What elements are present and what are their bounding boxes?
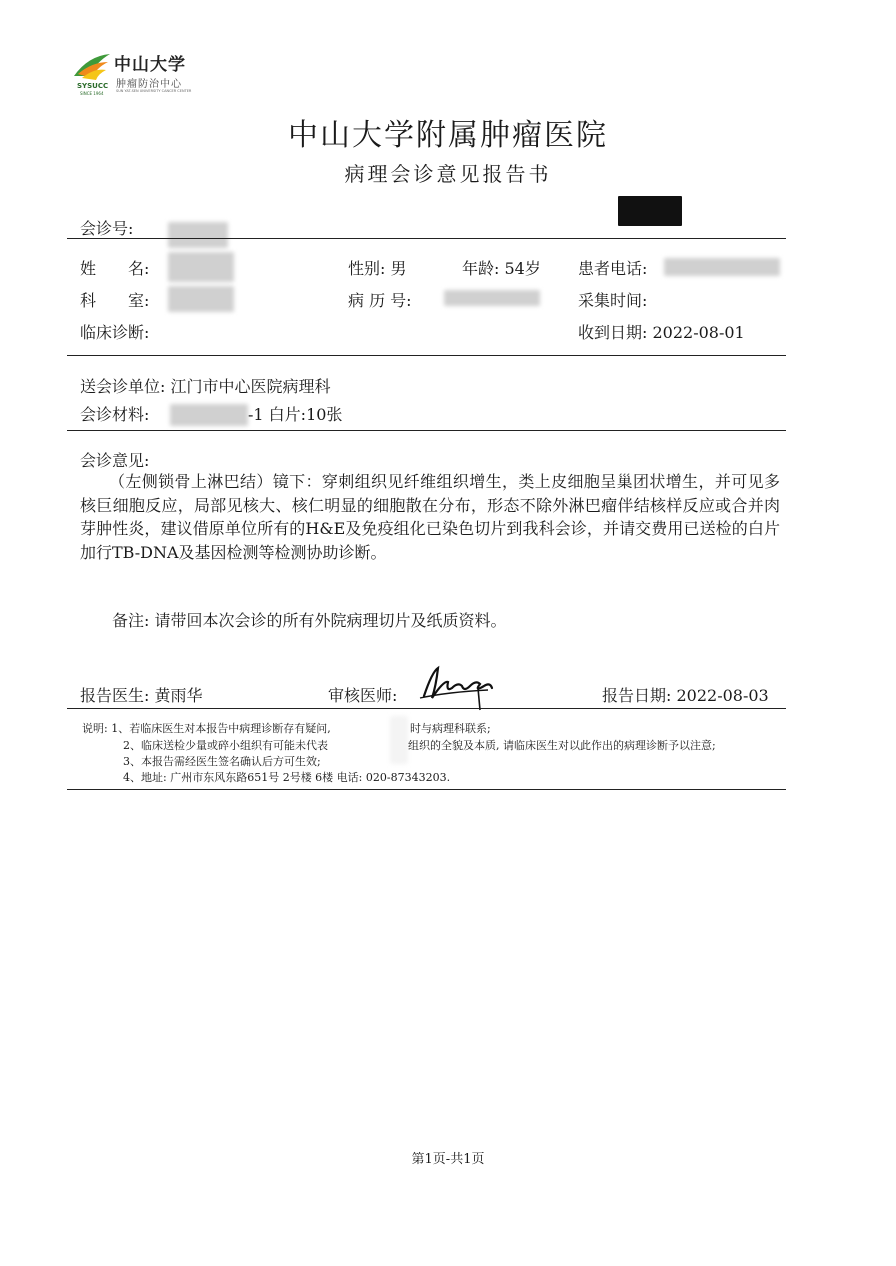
hospital-logo [70, 50, 200, 100]
dept-label: 科 室: [80, 291, 150, 310]
redacted-note [390, 716, 408, 764]
material-suffix: -1 白片:10张 [248, 405, 343, 424]
rule-2 [67, 355, 786, 356]
logo-since: SINCE 1964 [80, 91, 104, 96]
logo-sub: 肿瘤防治中心 [116, 79, 182, 90]
note-line-2: 2、临床送检少量或碎小组织有可能未代表 [123, 739, 328, 752]
rule-bottom [67, 789, 786, 790]
note-line-1: 说明: 1、若临床医生对本报告中病理诊断存有疑问, [82, 722, 331, 735]
age-text: 年龄: 54岁 [462, 259, 541, 278]
redacted-consult-no [168, 222, 228, 248]
clinical-dx-label: 临床诊断: [80, 323, 150, 342]
logo-emblem-icon [70, 50, 114, 84]
opinion-label: 会诊意见: [80, 451, 150, 470]
submit-unit: 送会诊单位: 江门市中心医院病理科 [80, 377, 331, 396]
hospital-title: 中山大学附属肿瘤医院 [288, 118, 608, 153]
remark-text: 备注: 请带回本次会诊的所有外院病理切片及纸质资料。 [112, 611, 507, 630]
redacted-record-no [444, 290, 540, 306]
phone-label: 患者电话: [578, 259, 648, 278]
rule-4 [67, 708, 786, 709]
note-line-2b: 组织的全貌及本质, 请临床医生对以此作出的病理诊断予以注意; [408, 739, 716, 752]
name-label: 姓 名: [80, 259, 150, 278]
note-line-1b: 时与病理科联系; [410, 722, 491, 735]
rule-3 [67, 430, 786, 431]
material-label: 会诊材料: [80, 405, 150, 424]
note-line-3: 3、本报告需经医生签名确认后方可生效; [123, 755, 321, 768]
opinion-text [80, 470, 780, 564]
logo-abbr: SYSUCC [77, 82, 109, 90]
rule-top [67, 238, 786, 239]
redacted-barcode [618, 196, 682, 226]
collect-time-label: 采集时间: [578, 291, 648, 310]
gender-text: 性别: 男 [348, 259, 407, 278]
record-no-label: 病 历 号: [348, 291, 412, 310]
redacted-phone [664, 258, 780, 276]
report-doctor: 报告医生: 黄雨华 [80, 686, 203, 705]
report-date: 报告日期: 2022-08-03 [602, 686, 769, 705]
received-date: 收到日期: 2022-08-01 [578, 323, 745, 342]
review-doctor-label: 审核医师: [328, 686, 398, 705]
note-line-4: 4、地址: 广州市东风东路651号 2号楼 6楼 电话: 020-87343203. [123, 771, 451, 784]
logo-name: 中山大学 [114, 55, 186, 75]
report-title: 病理会诊意见报告书 [344, 162, 552, 186]
redacted-material [170, 404, 248, 426]
redacted-dept [168, 286, 234, 312]
signature-image [418, 662, 496, 712]
page-number: 第1页-共1页 [411, 1152, 485, 1167]
redacted-name [168, 252, 234, 282]
consult-no-label: 会诊号: [80, 219, 134, 238]
opinion-body: （左侧锁骨上淋巴结）镜下：穿刺组织见纤维组织增生，类上皮细胞呈巢团状增生，并可见多核巨细胞反应，局部见核大、核仁明显的细胞散在分布，形态不除外淋巴瘤伴结核样反应或合并肉芽肿性炎，建议借原单位所有的H&E及免疫组化已染色切片到我科会诊，并请交费用已送检的白片加行TB-DNA及基因检测等检测协助诊断。 [80, 472, 780, 562]
logo-english: SUN YAT-SEN UNIVERSITY CANCER CENTER [116, 89, 192, 93]
